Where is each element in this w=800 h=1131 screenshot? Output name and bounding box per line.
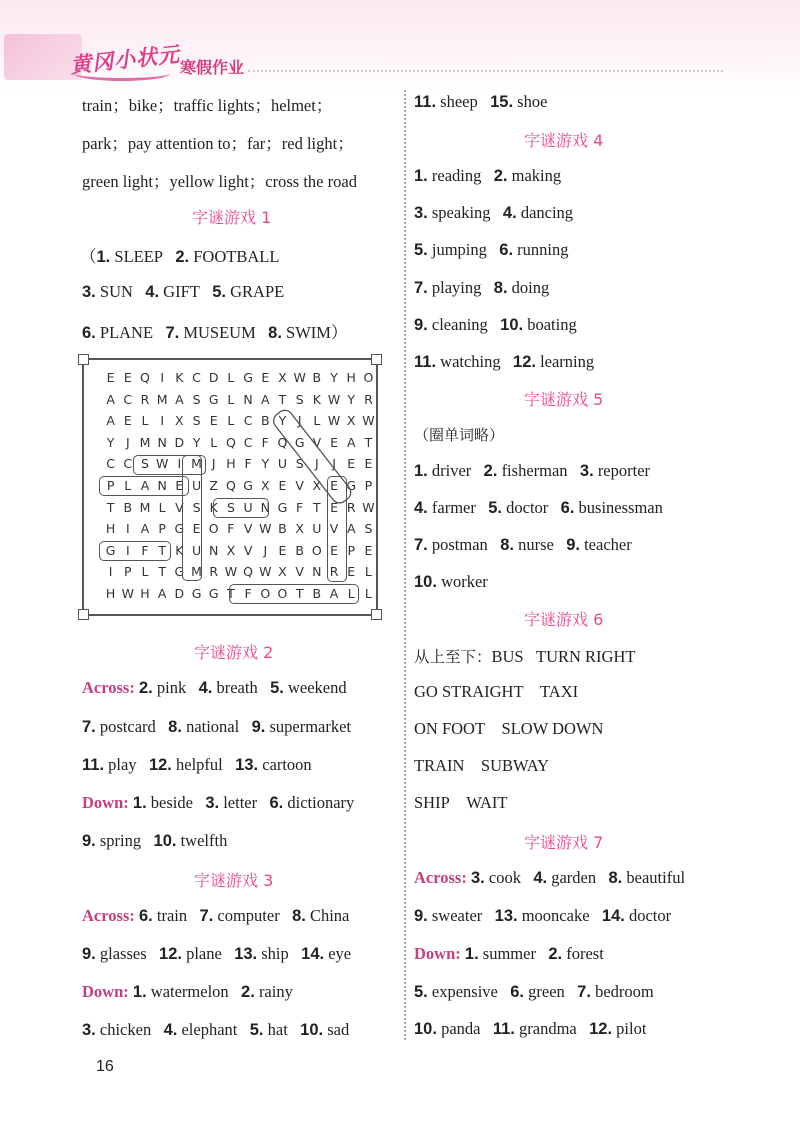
grid-letter: F [227, 521, 235, 537]
answer-line: 10. worker [414, 572, 488, 591]
grid-letter: D [174, 586, 185, 601]
grid-letter: T [295, 586, 304, 601]
grid-letter: J [315, 456, 319, 472]
grid-letter: G [191, 586, 202, 601]
grid-letter: O [363, 370, 374, 385]
grid-letter: L [227, 413, 235, 429]
grid-letter: M [139, 499, 151, 515]
grid-letter: L [141, 413, 149, 429]
grid-letter: F [261, 434, 269, 450]
answer-line: 9. cleaning 10. boating [414, 314, 577, 334]
grid-letter: A [261, 391, 270, 407]
grid-letter: Q [225, 434, 236, 450]
grid-letter: H [140, 586, 150, 601]
grid-letter: U [191, 542, 202, 558]
grid-letter: T [158, 564, 166, 580]
grid-letter: W [155, 456, 169, 472]
answer-line: 3. chicken 4. elephant 5. hat 10. sad [82, 1020, 350, 1039]
answer-line: 11. sheep 15. shoe [414, 92, 548, 111]
header-subtitle: 寒假作业 [180, 58, 245, 77]
grid-letter: U [243, 499, 253, 515]
grid-letter: L [141, 564, 149, 580]
grid-letter: O [208, 521, 219, 537]
section-title: 字谜游戏 3 [194, 871, 274, 890]
grid-letter: C [123, 456, 133, 472]
grid-letter: M [156, 391, 168, 407]
grid-letter: A [106, 413, 115, 429]
brand-logo: 黄冈小状元 [69, 42, 182, 78]
grid-letter: G [208, 586, 219, 601]
grid-letter: M [191, 564, 202, 580]
grid-letter: S [364, 521, 373, 537]
grid-letter: G [243, 370, 253, 385]
grid-letter: V [243, 542, 253, 558]
grid-letter: K [209, 499, 218, 515]
grid-letter: U [191, 478, 202, 493]
header-dotted-rule [248, 70, 723, 72]
answer-line: 3. speaking 4. dancing [414, 203, 574, 223]
grid-letter: T [106, 499, 115, 515]
grid-letter: R [346, 499, 356, 515]
grid-letter: S [295, 456, 304, 472]
grid-letter: X [312, 478, 322, 493]
grid-letter: P [158, 521, 166, 537]
grid-letter: A [140, 478, 150, 493]
text-line: train；bike；traffic lights；helmet； [82, 96, 333, 115]
grid-letter: F [141, 542, 149, 558]
grid-letter: W [121, 586, 134, 601]
word-search-puzzle [82, 358, 378, 616]
answer-line: Down: 1. summer 2. forest [414, 944, 604, 963]
grid-letter: I [160, 413, 164, 429]
column-divider [404, 90, 406, 1040]
answer-line: 10. panda 11. grandma 12. pilot [414, 1019, 647, 1038]
grid-letter: M [139, 434, 151, 450]
answer-line: 7. playing 8. doing [414, 277, 550, 297]
section-title: 字谜游戏 4 [524, 131, 604, 150]
grid-letter: N [157, 478, 167, 493]
grid-letter: L [227, 391, 235, 407]
grid-letter: S [192, 391, 201, 407]
answer-line: 从上至下：BUS TURN RIGHT [414, 647, 636, 666]
grid-letter: I [125, 521, 130, 537]
grid-letter: W [293, 370, 306, 385]
grid-letter: H [105, 521, 116, 537]
answer-line: 5. jumping 6. running [414, 240, 569, 260]
grid-letter: X [295, 521, 304, 537]
grid-letter: I [160, 370, 164, 385]
grid-letter: X [175, 413, 184, 429]
grid-letter: G [174, 564, 185, 580]
grid-letter: W [362, 499, 375, 515]
grid-letter: X [278, 564, 287, 580]
grid-letter: E [106, 370, 115, 385]
text-line: park；pay attention to；far；red light； [82, 134, 354, 153]
grid-letter: Q [243, 564, 254, 580]
grid-letter: U [277, 456, 288, 472]
grid-letter: Y [347, 391, 356, 407]
grid-letter: L [364, 586, 372, 601]
grid-letter: W [259, 564, 272, 580]
grid-letter: R [209, 564, 219, 580]
answer-line: （1. SLEEP 2. FOOTBALL [80, 247, 280, 266]
answer-line: 9. glasses 12. plane 13. ship 14. eye [82, 944, 352, 963]
grid-letter: P [364, 478, 373, 493]
grid-letter: X [226, 542, 236, 558]
grid-letter: A [329, 586, 339, 601]
grid-letter: G [346, 478, 357, 493]
grid-letter: S [192, 499, 201, 515]
grid-letter: L [364, 564, 372, 580]
grid-letter: L [210, 434, 218, 450]
grid-letter: A [346, 434, 356, 450]
grid-letter: K [175, 542, 184, 558]
grid-letter: F [296, 499, 304, 515]
grid-letter: J [263, 542, 268, 558]
grid-letter: W [327, 413, 341, 429]
grid-letter: X [278, 370, 287, 385]
grid-letter: L [313, 413, 321, 429]
grid-letter: F [244, 586, 252, 601]
grid-letter: P [106, 478, 115, 493]
grid-letter: E [330, 434, 338, 450]
grid-letter: B [312, 586, 322, 601]
grid-letter: V [295, 478, 304, 493]
grid-letter: E [364, 456, 373, 472]
grid-letter: K [175, 370, 184, 385]
grid-letter: G [208, 391, 219, 407]
grid-letter: N [157, 434, 167, 450]
grid-letter: K [312, 391, 321, 407]
grid-letter: E [330, 499, 338, 515]
grid-letter: A [346, 521, 356, 537]
grid-letter: V [329, 521, 339, 537]
grid-letter: I [108, 564, 113, 580]
grid-letter: O [277, 586, 288, 601]
grid-letter: E [192, 521, 201, 537]
grid-letter: E [175, 478, 184, 493]
grid-letter: P [124, 564, 132, 580]
grid-letter: E [278, 542, 287, 558]
grid-letter: E [209, 413, 218, 429]
answer-line: 1. reading 2. making [414, 166, 562, 185]
answer-line: 1. driver 2. fisherman 3. reporter [414, 461, 651, 480]
grid-letter: H [226, 456, 236, 472]
grid-letter: F [244, 456, 252, 472]
grid-letter: P [347, 542, 355, 558]
grid-letter: L [124, 478, 132, 493]
grid-letter: T [227, 586, 235, 601]
answer-line: GO STRAIGHT TAXI [414, 682, 579, 701]
grid-letter: S [295, 391, 304, 407]
grid-letter: Q [277, 434, 288, 450]
grid-letter: W [259, 521, 272, 537]
note-text: （圈单词略） [414, 426, 505, 444]
text-line: green light；yellow light；cross the road [82, 172, 357, 191]
answer-line: 7. postman 8. nurse 9. teacher [414, 535, 632, 554]
grid-letter: L [227, 370, 235, 385]
grid-letter: C [243, 413, 253, 429]
grid-letter: E [347, 456, 356, 472]
grid-letter: B [295, 542, 304, 558]
grid-letter: C [123, 391, 133, 407]
brand-swoosh [74, 66, 170, 81]
grid-letter: Y [192, 434, 201, 450]
grid-letter: Y [261, 456, 270, 472]
grid-letter: B [260, 413, 270, 429]
grid-letter: E [123, 370, 132, 385]
answer-line: SHIP WAIT [414, 793, 508, 812]
grid-letter: A [106, 391, 115, 407]
answer-line: 9. spring 10. twelfth [82, 831, 228, 850]
grid-letter: Y [278, 413, 287, 429]
section-title: 字谜游戏 6 [524, 610, 604, 629]
grid-letter: G [294, 434, 305, 450]
grid-letter: X [260, 478, 270, 493]
grid-letter: B [312, 370, 322, 385]
answer-line: Across: 6. train 7. computer 8. China [82, 906, 350, 925]
grid-letter: R [329, 564, 339, 580]
grid-letter: V [243, 521, 253, 537]
grid-letter: Z [209, 478, 218, 493]
grid-letter: E [278, 478, 287, 493]
grid-letter: O [260, 586, 271, 601]
grid-letter: Q [225, 478, 236, 493]
grid-letter: J [297, 413, 302, 429]
grid-letter: C [192, 370, 201, 385]
answer-line: 7. postcard 8. national 9. supermarket [82, 717, 352, 736]
section-title: 字谜游戏 7 [524, 833, 604, 852]
grid-letter: G [243, 478, 253, 493]
grid-letter: C [243, 434, 253, 450]
answer-line: 11. play 12. helpful 13. cartoon [82, 755, 312, 774]
grid-letter: Q [140, 370, 150, 385]
grid-letter: T [158, 542, 166, 558]
grid-letter: D [174, 434, 185, 450]
grid-letter: J [332, 456, 336, 472]
grid-letter: A [140, 521, 150, 537]
grid-letter: L [158, 499, 166, 515]
grid-letter: W [224, 564, 238, 580]
grid-letter: Y [330, 370, 338, 385]
grid-letter: E [123, 413, 132, 429]
grid-letter: B [123, 499, 133, 515]
circled-word-sleep [84, 360, 376, 614]
grid-letter: G [174, 521, 185, 537]
grid-letter: H [346, 370, 356, 385]
grid-letter: J [211, 456, 216, 472]
grid-letter: A [175, 391, 184, 407]
section-title: 字谜游戏 2 [194, 643, 274, 662]
grid-letter: E [330, 478, 338, 493]
grid-letter: N [209, 542, 219, 558]
grid-letter: E [261, 370, 270, 385]
grid-letter: M [191, 456, 202, 472]
grid-letter: N [260, 499, 270, 515]
answer-line: 3. SUN 4. GIFT 5. GRAPE [82, 282, 285, 301]
grid-letter: R [140, 391, 150, 407]
grid-letter: L [347, 586, 355, 601]
grid-letter: E [330, 542, 338, 558]
grid-letter: T [278, 391, 287, 407]
grid-letter: U [312, 521, 322, 537]
grid-letter: T [364, 434, 373, 450]
grid-letter: I [177, 456, 182, 472]
grid-letter: S [141, 456, 149, 472]
answer-line: ON FOOT SLOW DOWN [414, 719, 604, 738]
grid-letter: D [208, 370, 219, 385]
grid-letter: E [364, 542, 373, 558]
answer-line: 9. sweater 13. mooncake 14. doctor [414, 906, 672, 925]
answer-line: Across: 3. cook 4. garden 8. beautiful [414, 868, 686, 887]
grid-letter: S [192, 413, 201, 429]
answer-line: 5. expensive 6. green 7. bedroom [414, 982, 654, 1001]
answer-line: Down: 1. watermelon 2. rainy [82, 982, 293, 1001]
grid-letter: O [311, 542, 322, 558]
grid-letter: G [105, 542, 116, 558]
grid-letter: X [346, 413, 356, 429]
grid-letter: N [243, 391, 253, 407]
grid-letter: J [125, 434, 130, 450]
grid-letter: V [312, 434, 322, 450]
answer-line: 6. PLANE 7. MUSEUM 8. SWIM） [82, 323, 348, 342]
grid-letter: T [313, 499, 321, 515]
grid-letter: I [125, 542, 130, 558]
grid-letter: V [295, 564, 304, 580]
answer-line: 11. watching 12. learning [414, 352, 595, 371]
grid-letter: C [106, 456, 115, 472]
grid-letter: W [362, 413, 375, 429]
section-title: 字谜游戏 5 [524, 390, 604, 409]
grid-letter: Y [106, 434, 115, 450]
grid-letter: S [226, 499, 235, 515]
grid-letter: H [105, 586, 116, 601]
answer-line: TRAIN SUBWAY [414, 756, 550, 775]
grid-letter: B [278, 521, 287, 537]
grid-letter: A [157, 586, 167, 601]
section-title: 字谜游戏 1 [192, 208, 272, 227]
answer-line: Down: 1. beside 3. letter 6. dictionary [82, 793, 355, 812]
grid-letter: G [277, 499, 288, 515]
grid-letter: E [347, 564, 356, 580]
grid-letter: R [364, 391, 373, 407]
grid-letter: V [175, 499, 184, 515]
grid-letter: N [312, 564, 322, 580]
grid-letter: W [327, 391, 341, 407]
answer-line: 4. farmer 5. doctor 6. businessman [414, 498, 663, 517]
page-number: 16 [96, 1058, 114, 1075]
answer-line: Across: 2. pink 4. breath 5. weekend [82, 678, 347, 697]
